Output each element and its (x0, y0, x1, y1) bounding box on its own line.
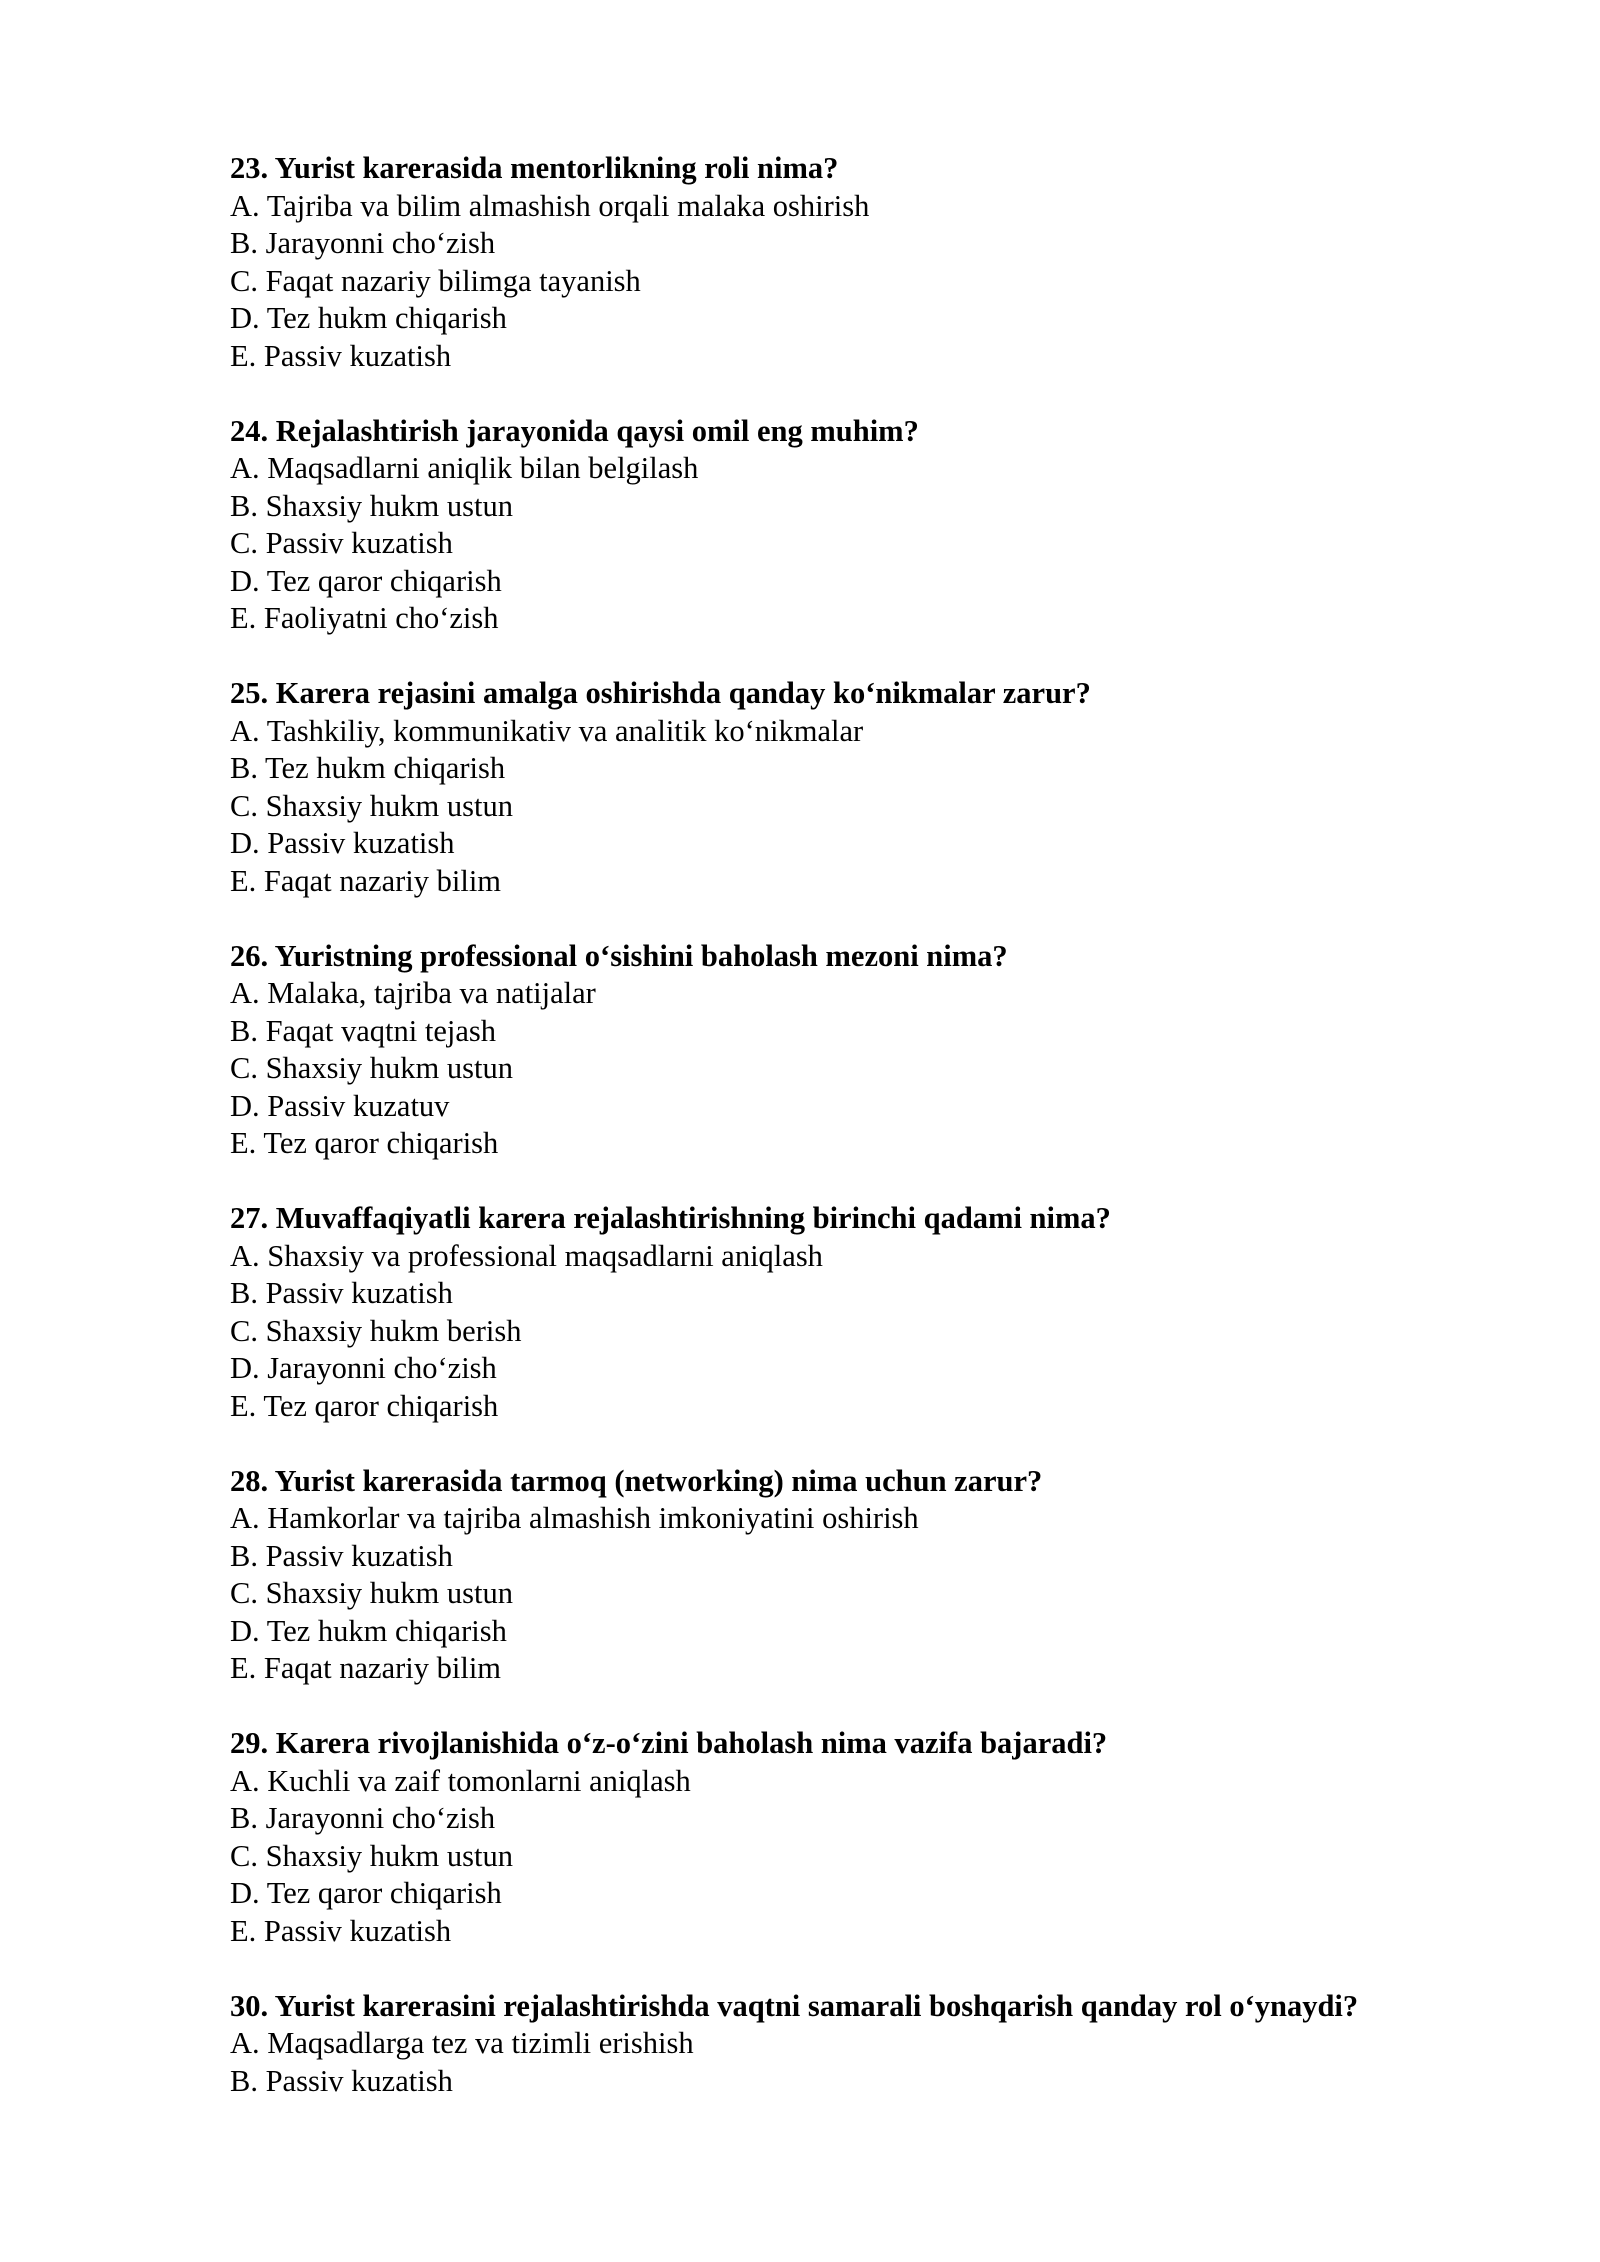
document-page (230, 150, 1480, 2138)
answer-option-b: B. Tez hukm chiqarish (230, 751, 506, 785)
answer-option-d: D. Tez qaror chiqarish (230, 1876, 502, 1910)
question-title: 28. Yurist karerasida tarmoq (networking) nima uchun zarur? (230, 1463, 1043, 1498)
question-23 (230, 150, 1480, 375)
answer-option-b: B. Faqat vaqtni tejash (230, 1013, 496, 1048)
answer-option-e: E. Tez qaror chiqarish (230, 1388, 499, 1423)
question-30 (230, 1988, 1480, 2101)
answer-option-e: E. Faqat nazariy bilim (230, 863, 502, 898)
answer-option-b: B. Jarayonni cho‘zish (230, 1801, 496, 1835)
answer-option-a: A. Malaka, tajriba va natijalar (230, 976, 596, 1010)
question-title: 30. Yurist karerasini rejalashtirishda vaqtni samarali boshqarish qanday rol o‘ynaydi? (230, 1988, 1359, 2023)
answer-option-d: D. Passiv kuzatuv (230, 1088, 450, 1123)
answer-option-d: D. Passiv kuzatish (230, 826, 455, 860)
answer-option-b: B. Jarayonni cho‘zish (230, 226, 496, 260)
answer-option-a: A. Tajriba va bilim almashish orqali malaka oshirish (230, 188, 870, 223)
question-title: 27. Muvaffaqiyatli karera rejalashtirishning birinchi qadami nima? (230, 1201, 1111, 1235)
answer-option-e: E. Passiv kuzatish (230, 338, 452, 373)
question-title: 23. Yurist karerasida mentorlikning roli nima? (230, 151, 839, 185)
answer-option-d: D. Tez qaror chiqarish (230, 563, 502, 598)
question-27 (230, 1200, 1480, 1425)
answer-option-d: D. Tez hukm chiqarish (230, 1613, 507, 1648)
answer-option-d: D. Tez hukm chiqarish (230, 301, 507, 335)
question-28 (230, 1463, 1480, 1688)
question-25 (230, 675, 1480, 900)
answer-option-a: A. Kuchli va zaif tomonlarni aniqlash (230, 1763, 691, 1798)
answer-option-c: C. Shaxsiy hukm ustun (230, 1838, 514, 1873)
answer-option-e: E. Faoliyatni cho‘zish (230, 601, 499, 635)
question-29 (230, 1725, 1480, 1950)
answer-option-b: B. Passiv kuzatish (230, 1538, 453, 1573)
answer-option-c: C. Shaxsiy hukm ustun (230, 1051, 514, 1085)
question-26 (230, 938, 1480, 1163)
answer-option-c: C. Shaxsiy hukm ustun (230, 1576, 514, 1610)
question-title: 29. Karera rivojlanishida o‘z-o‘zini baholash nima vazifa bajaradi? (230, 1726, 1108, 1760)
question-title: 26. Yuristning professional o‘sishini baholash mezoni nima? (230, 938, 1008, 973)
answer-option-c: C. Shaxsiy hukm ustun (230, 788, 514, 823)
answer-option-b: B. Passiv kuzatish (230, 1276, 453, 1310)
answer-option-a: A. Maqsadlarga tez va tizimli erishish (230, 2026, 694, 2060)
answer-option-d: D. Jarayonni cho‘zish (230, 1351, 497, 1385)
answer-option-e: E. Tez qaror chiqarish (230, 1126, 499, 1160)
answer-option-a: A. Shaxsiy va professional maqsadlarni aniqlash (230, 1238, 823, 1273)
answer-option-e: E. Faqat nazariy bilim (230, 1651, 502, 1685)
question-24 (230, 413, 1480, 638)
answer-option-b: B. Passiv kuzatish (230, 2063, 453, 2098)
question-title: 25. Karera rejasini amalga oshirishda qanday ko‘nikmalar zarur? (230, 676, 1091, 710)
answer-option-c: C. Shaxsiy hukm berish (230, 1313, 522, 1348)
answer-option-c: C. Passiv kuzatish (230, 526, 453, 560)
answer-option-b: B. Shaxsiy hukm ustun (230, 488, 514, 523)
answer-option-a: A. Tashkiliy, kommunikativ va analitik ko‘nikmalar (230, 713, 864, 748)
answer-option-e: E. Passiv kuzatish (230, 1913, 452, 1948)
answer-option-a: A. Hamkorlar va tajriba almashish imkoniyatini oshirish (230, 1501, 919, 1535)
question-title: 24. Rejalashtirish jarayonida qaysi omil eng muhim? (230, 413, 919, 448)
answer-option-c: C. Faqat nazariy bilimga tayanish (230, 263, 641, 298)
answer-option-a: A. Maqsadlarni aniqlik bilan belgilash (230, 451, 699, 485)
